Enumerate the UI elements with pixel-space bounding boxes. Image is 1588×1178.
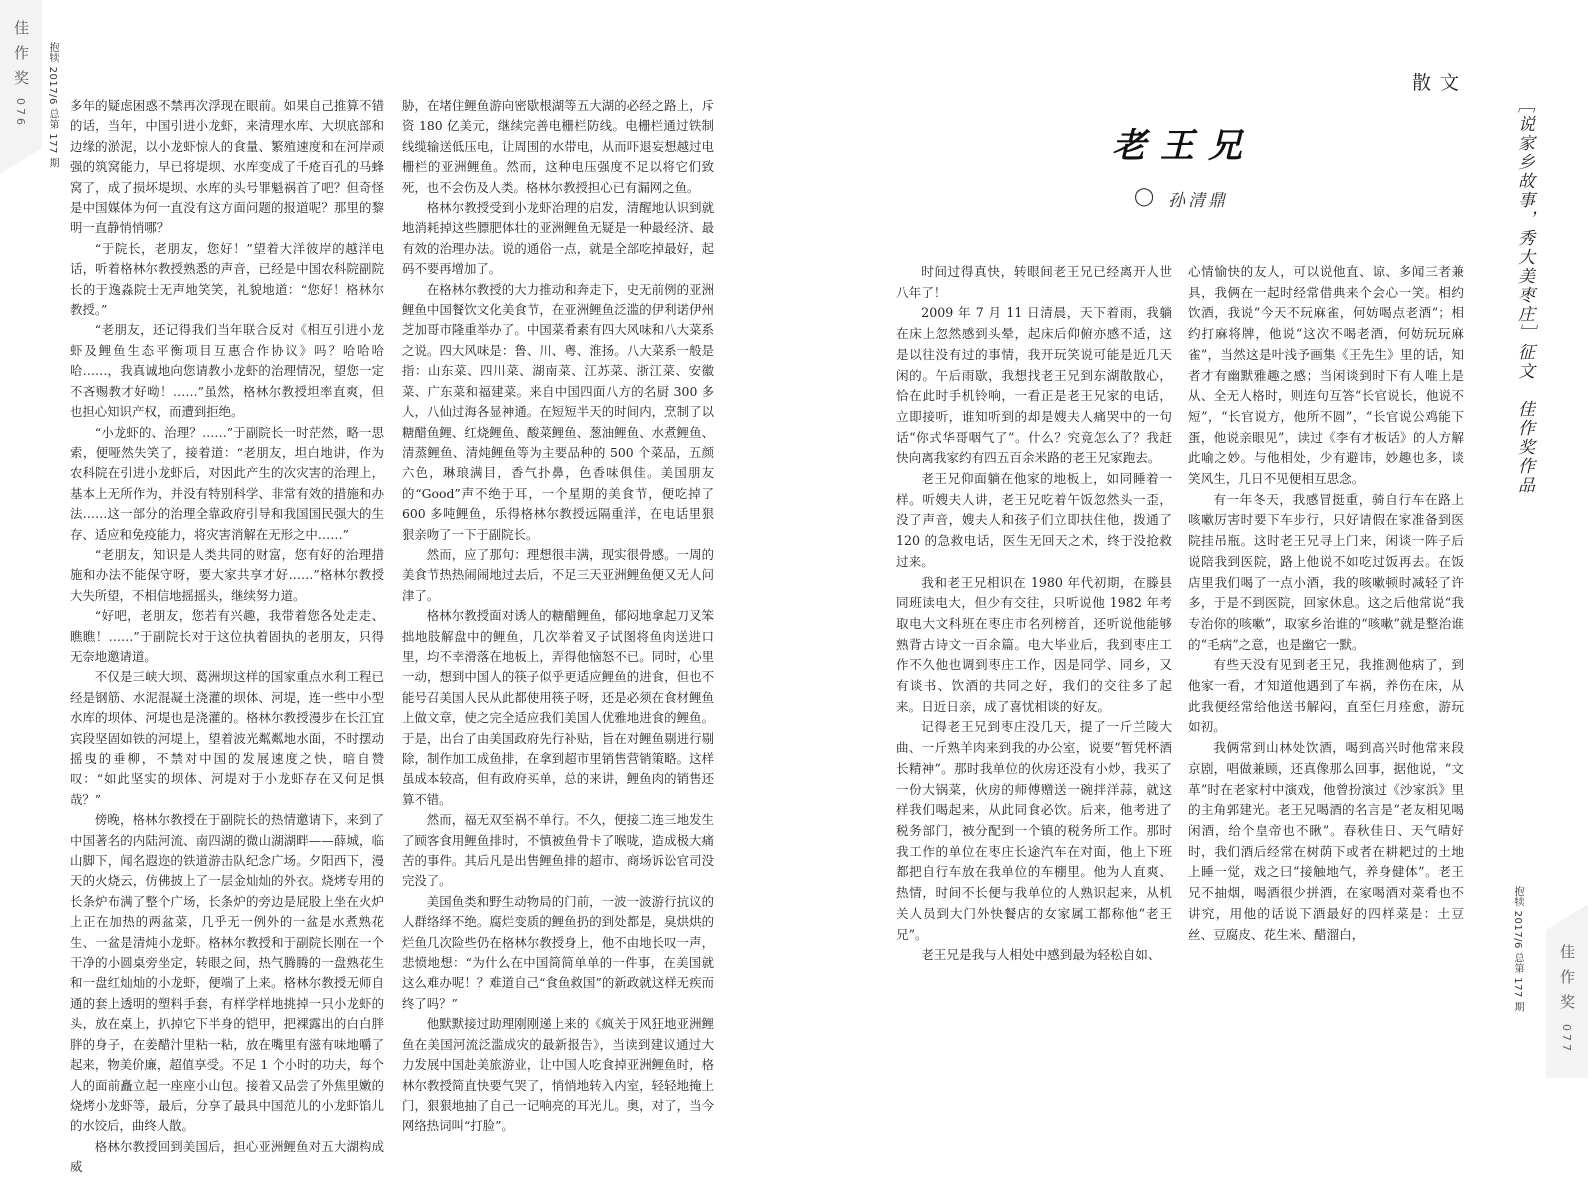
paragraph: 多年的疑虑困惑不禁再次浮现在眼前。如果自己推算不错的话，当年，中国引进小龙虾，来清理水库、大坝底部和边缘的淤泥，以小龙虾惊人的食量、繁殖速度和在河岸顽强的筑窝能力，早已将堤坝、水库变成了千疮百孔的马蜂窝了，成了损坏堤坝、水库的头号罪魁祸首了吧？但奇怪是中国媒体为何一直没有这方面问题的报道呢？那里的黎明一直静悄悄哪？ bbox=[70, 98, 384, 236]
paragraph: 时间过得真快，转眼间老王兄已经离开人世八年了！ bbox=[896, 264, 1172, 300]
author-name: 孙清鼎 bbox=[1168, 191, 1228, 211]
right-tab-label: 佳作奖 bbox=[1558, 944, 1576, 1019]
paragraph: 我和老王兄相识在 1980 年代初期，在滕县同班读电大，但少有交往，只听说他 1982 年考取电大文科班在枣庄市名列榜首，还听说他能够熟背古诗文一百余篇。电大毕业后，我到枣庄工作不久他也调到枣庄工作，因是同学、同乡，又有谈书、饮酒的共同之好，我们的交往多了起来。日近日亲，成了喜忧相谈的好友。 bbox=[896, 574, 1172, 714]
paragraph: 然而，应了那句：理想很丰满，现实很骨感。一周的美食节热热闹闹地过去后，不足三天亚洲鲤鱼便又无人问津了。 bbox=[402, 546, 714, 603]
paragraph: “小龙虾的、治理？……”于副院长一时茫然，略一思索，便哑然失笑了，接着道：“老朋友，坦白地讲，作为农科院在引进小龙虾后，对因此产生的次灾害的治理上，基本上无所作为，并没有特别科学、非常有效的措施和办法……这一部分的治理全靠政府引导和我国国民强大的生存、适应和免疫能力，将灾害消解在无形之中……” bbox=[70, 424, 384, 542]
paragraph: 心情愉快的友人，可以说他直、谅、多闻三者兼具，我俩在一起时经常借典来个会心一笑。相约饮酒，我说“今天不玩麻雀，何妨喝点老酒”；相约打麻将牌，他说“这次不喝老酒，何妨玩玩麻雀”，当然这是叶浅予画集《王先生》里的话，知者才有幽默雅趣之感；当闲谈到时下有人唯上是从、全无人格时，则连句互答“长官说长，他说不短”，“长官说方，他所不圆”，“长官说公鸡能下蛋，他说亲眼见”，读过《李有才板话》的人方解此喻之妙。与他相处，少有避讳，妙趣也多，谈笑风生，几日不见便相互思念。 bbox=[1188, 264, 1464, 487]
paragraph: “于院长，老朋友，您好！”望着大洋彼岸的越洋电话，听着格林尔教授熟悉的声音，已经是中国农科院副院长的于逸淼院士无声地笑笑，礼貌地道：“您好！格林尔教授。” bbox=[70, 240, 384, 318]
paragraph: 胁，在堵住鲤鱼游向密歇根湖等五大湖的必经之路上，斥资 180 亿美元，继续完善电栅栏防线。电栅栏通过铁制线缆输送低压电，让周围的水带电，从而吓退妄想越过电栅栏的亚洲鲤鱼。然而，这种电压强度不足以将它们致死，也不会伤及人类。格林尔教授担心已有漏网之鱼。 bbox=[402, 98, 714, 195]
paragraph: 格林尔教授面对诱人的糖醋鲤鱼，郁闷地拿起刀叉笨拙地肢解盘中的鲤鱼，几次举着叉子试图将鱼肉送进口里，均不幸滑落在地板上，弄得他恼怒不已。同时，心里一动，想到中国人的筷子似乎更适应鲤鱼的进食，但也不能号召美国人民从此都使用筷子呀，还是必须在食材鲤鱼上做文章，使之完全适应我们美国人优雅地进食的鲤鱼。于是，出台了由美国政府先行补贴，旨在对鲤鱼剔进行剔除，制作加工成鱼排，在拿到超市里销售营销策略。这样虽成本较高，但有政府买单，总的来讲，鲤鱼肉的销售还算不错。 bbox=[402, 608, 714, 807]
left-column-1 bbox=[70, 96, 384, 1178]
left-tab-label: 佳作奖 bbox=[12, 20, 30, 95]
right-side-tab bbox=[1546, 930, 1588, 1078]
paragraph: “老朋友，知识是人类共同的财富，您有好的治理措施和办法不能保守呀，要大家共享才好……”格林尔教授大失所望，不相信地摇摇头，继续努力道。 bbox=[70, 546, 384, 603]
section-label: 散文 bbox=[1412, 72, 1469, 94]
paragraph: 他默默接过助理刚刚递上来的《疯关于风狂地亚洲鲤鱼在美国河流泛滥成灾的最新报告》，当读到建议通过大力发展中国赴美旅游业，让中国人吃食掉亚洲鲤鱼时，格林尔教授简直快要气哭了，悄悄地转入内室，轻轻地掩上门，狠狠地抽了自己一记响亮的耳光儿。奥，对了，当今网络热词叫“打脸”。 bbox=[402, 1016, 714, 1134]
paragraph: 有一年冬天，我感冒挺重，骑自行车在路上咳嗽厉害时要下车步行，只好请假在家准备到医院挂吊瓶。这时老王兄寻上门来，闲谈一阵子后说陪我到医院，路上他说不如吃过饭再去。在饭店里我们喝了一点小酒，我的咳嗽顿时减轻了许多，于是不到医院，回家休息。这之后他常说“我专治你的咳嗽”，取家乡治谁的“咳嗽”就是整治谁的“毛病”之意，也是幽它一默。 bbox=[1188, 491, 1464, 652]
paragraph: 美国鱼类和野生动物局的门前，一波一波游行抗议的人群络绎不绝。腐烂变质的鲤鱼扔的到处都是，臭烘烘的烂鱼几次险些仍在格林尔教授身上，他不由地长叹一声，悲愤地想：“为什么在中国简简单单的一件事，在美国就这么难办呢！？难道自己“食鱼救国”的新政就这样无疾而终了吗？” bbox=[402, 893, 714, 1011]
left-column-2 bbox=[402, 96, 714, 1137]
paragraph: 老王兄是我与人相处中感到最为轻松自如、 bbox=[921, 947, 1161, 963]
paragraph: 在格林尔教授的大力推动和奔走下，史无前例的亚洲鲤鱼中国餐饮文化美食节，在亚洲鲤鱼泛滥的伊利诺伊州芝加哥市隆重举办了。中国菜肴素有四大风味和八大菜系之说。四大风味是：鲁、川、粤、淮扬。八大菜系一般是指：山东菜、四川菜、湖南菜、江苏菜、浙江菜、安徽菜、广东菜和福建菜。来自中国四面八方的名厨 300 多人，八仙过海各显神通。在短短半天的时间内，烹制了以糖醋鱼鲤、红烧鲤鱼、酸菜鲤鱼、葱油鲤鱼、水煮鲤鱼、清蒸鲤鱼、清炖鲤鱼等为主要品种的 500 个菜品，五颜六色，琳琅满目，香气扑鼻，色香味俱佳。美国朋友的“Good”声不绝于耳，一个星期的美食节，便吃掉了 600 多吨鲤鱼，乐得格林尔教授远隔重洋，在电话里狠狠亲吻了一下于副院长。 bbox=[402, 281, 714, 542]
paragraph: 2009 年 7 月 11 日清晨，天下着雨，我躺在床上忽然感到头晕，起床后仰俯亦感不适，这是以往没有过的事情，我开玩笑说可能是近几天闲的。午后雨歇，我想找老王兄到东湖散散心，恰在此时手机铃响，一看正是老王兄家的电话，立即接听，谁知听到的却是嫂夫人痛哭中的一句话“你式华哥咽气了”。什么？究竟怎么了？我赶快向离我家约有四五百余米路的老王兄家跑去。 bbox=[896, 305, 1172, 466]
paragraph: 记得老王兄到枣庄没几天，提了一斤兰陵大曲、一斤熟羊肉来到我的办公室，说要“暂凭杯酒长精神”。那时我单位的伙房还没有小炒，我买了一份大锅菜，伙房的师傅赠送一碗拌洋蒜，就这样我们喝起来，从此同食必饮。后来，他考进了税务部门，被分配到一个镇的税务所工作。那时我工作的单位在枣庄长途汽车在对面，他上下班都把自行车放在我单位的车棚里。他为人直爽、热情，时间不长便与我单位的人熟识起来，从机关人员到大门外快餐店的女家属工都称他“老王兄”。 bbox=[896, 719, 1172, 942]
paragraph: 然而，福无双至祸不单行。不久，便接二连三地发生了顾客食用鲤鱼排时，不慎被鱼骨卡了喉咙，造成极大痛苦的事件。其后凡是出售鲤鱼排的超市、商场诉讼官司没完没了。 bbox=[402, 812, 714, 889]
right-tab-fold bbox=[1546, 904, 1588, 930]
right-page-number: 077 bbox=[1560, 1024, 1573, 1054]
article-title: 老王兄 bbox=[1112, 126, 1256, 166]
left-tab-fold bbox=[0, 148, 42, 174]
paragraph: 傍晚，格林尔教授在于副院长的热情邀请下，来到了中国著名的内陆河流、南四湖的微山湖湖畔——薛城，临山脚下，闻名遐迩的铁道游击队纪念广场。夕阳西下，漫天的火烧云，仿佛披上了一层金灿灿的外衣。烧烤专用的长条炉布满了整个广场，长条炉的旁边是屁股上坐在火炉上正在加热的两盆菜，几乎无一例外的一盆是水煮熟花生、一盆是清炖小龙虾。格林尔教授和于副院长刚在一个干净的小圆桌旁坐定，转眼之间，热气腾腾的一盘熟花生和一盘红灿灿的小龙虾，便端了上来。格林尔教授无师自通的套上透明的塑料手套，有样学样地挑掉一只小龙虾的头，放在桌上，扒掉它下半身的铠甲，把裸露出的白白胖胖的身子，在姜醋汁里粘一粘，放在嘴里有滋有味地嚼了起来，物美价廉，超值享受。不足 1 个小时的功夫，每个人的面前矗立起一座座小山包。接着又品尝了外焦里嫩的烧烤小龙虾等，最后，分享了最具中国范儿的小龙虾馅儿的水饺后，曲终人散。 bbox=[70, 812, 384, 1134]
right-column-1 bbox=[896, 262, 1172, 966]
right-issue-info: 抱犊 2017/6 总第 177 期 bbox=[1512, 886, 1523, 1012]
left-page-number: 076 bbox=[14, 98, 27, 128]
paragraph: “老朋友，还记得我们当年联合反对《相互引进小龙虾及鲤鱼生态平衡项目互惠合作协议》吗？哈哈哈哈……，我真诚地向您请教小龙虾的治理情况，望您一定不吝赐教才好呦！……”虽然，格林尔教授坦率直爽，但也担心知识产权，而遭到拒绝。 bbox=[70, 322, 384, 420]
paragraph: 格林尔教授回到美国后，担心亚洲鲤鱼对五大湖构成威 bbox=[70, 1138, 384, 1175]
right-column-2 bbox=[1188, 262, 1464, 945]
paragraph: 不仅是三峡大坝、葛洲坝这样的国家重点水利工程已经是钢筋、水泥混凝土浇灌的坝体、河堤，连一些中小型水库的坝体、河堤也是浇灌的。格林尔教授漫步在长江宜宾段坚固如铁的河堤上，望着波光粼粼地水面，不时摆动摇曳的垂柳，不禁对中国的发展速度之快，暗自赞叹：“如此坚实的坝体、河堤对于小龙虾存在又何足惧哉？” bbox=[70, 669, 384, 807]
paragraph: 格林尔教授受到小龙虾治理的启发，清醒地认识到就地消耗掉这些膘肥体壮的亚洲鲤鱼无疑是一种最经济、最有效的治理办法。说的通俗一点，就是全部吃掉最好，起码不要再增加了。 bbox=[402, 200, 714, 277]
paragraph: 我俩常到山林处饮酒，喝到高兴时他常来段京剧，唱做兼顾，还真像那么回事，据他说，“文革”时在老家村中演戏，他曾扮演过《沙家浜》里的主角郭建光。老王兄喝酒的名言是“老友相见喝闲酒，给个皇帝也不瞅”。春秋佳日、天气晴好时，我们酒后经常在树荫下或者在耕耙过的土地上睡一觉，戏之曰“接触地气，养身健体”。老王兄不抽烟，喝酒很少拼酒，在家喝酒对菜肴也不讲究，用他的话说下酒最好的四样菜是：土豆丝、豆腐皮、花生米、醋溜白， bbox=[1188, 740, 1464, 942]
left-issue-info: 抱犊 2017/6 总第 177 期 bbox=[47, 42, 58, 168]
paragraph: 老王兄仰面躺在他家的地板上，如同睡着一样。听嫂夫人讲，老王兄吃着午饭忽然头一歪，没了声音，嫂夫人和孩子们立即扶住他，拨通了 120 的急救电话，医生无回天之术，终于没抢救过来。 bbox=[896, 471, 1172, 569]
contest-banner: ［说家乡故事，秀大美枣庄］征文 佳作奖作品 bbox=[1514, 96, 1534, 495]
author-mark: ◯ bbox=[1134, 186, 1155, 207]
paragraph: “好吧，老朋友，您若有兴趣，我带着您各处走走、瞧瞧！……”于副院长对于这位执着固执的老朋友，只得无奈地邀请道。 bbox=[70, 608, 384, 664]
left-side-tab bbox=[0, 0, 42, 148]
paragraph: 有些天没有见到老王兄，我推测他病了，到他家一看，才知道他遇到了车祸，养伤在床，从此我便经常给他送书解闷，直至仨月痊愈，游玩如初。 bbox=[1188, 657, 1464, 735]
